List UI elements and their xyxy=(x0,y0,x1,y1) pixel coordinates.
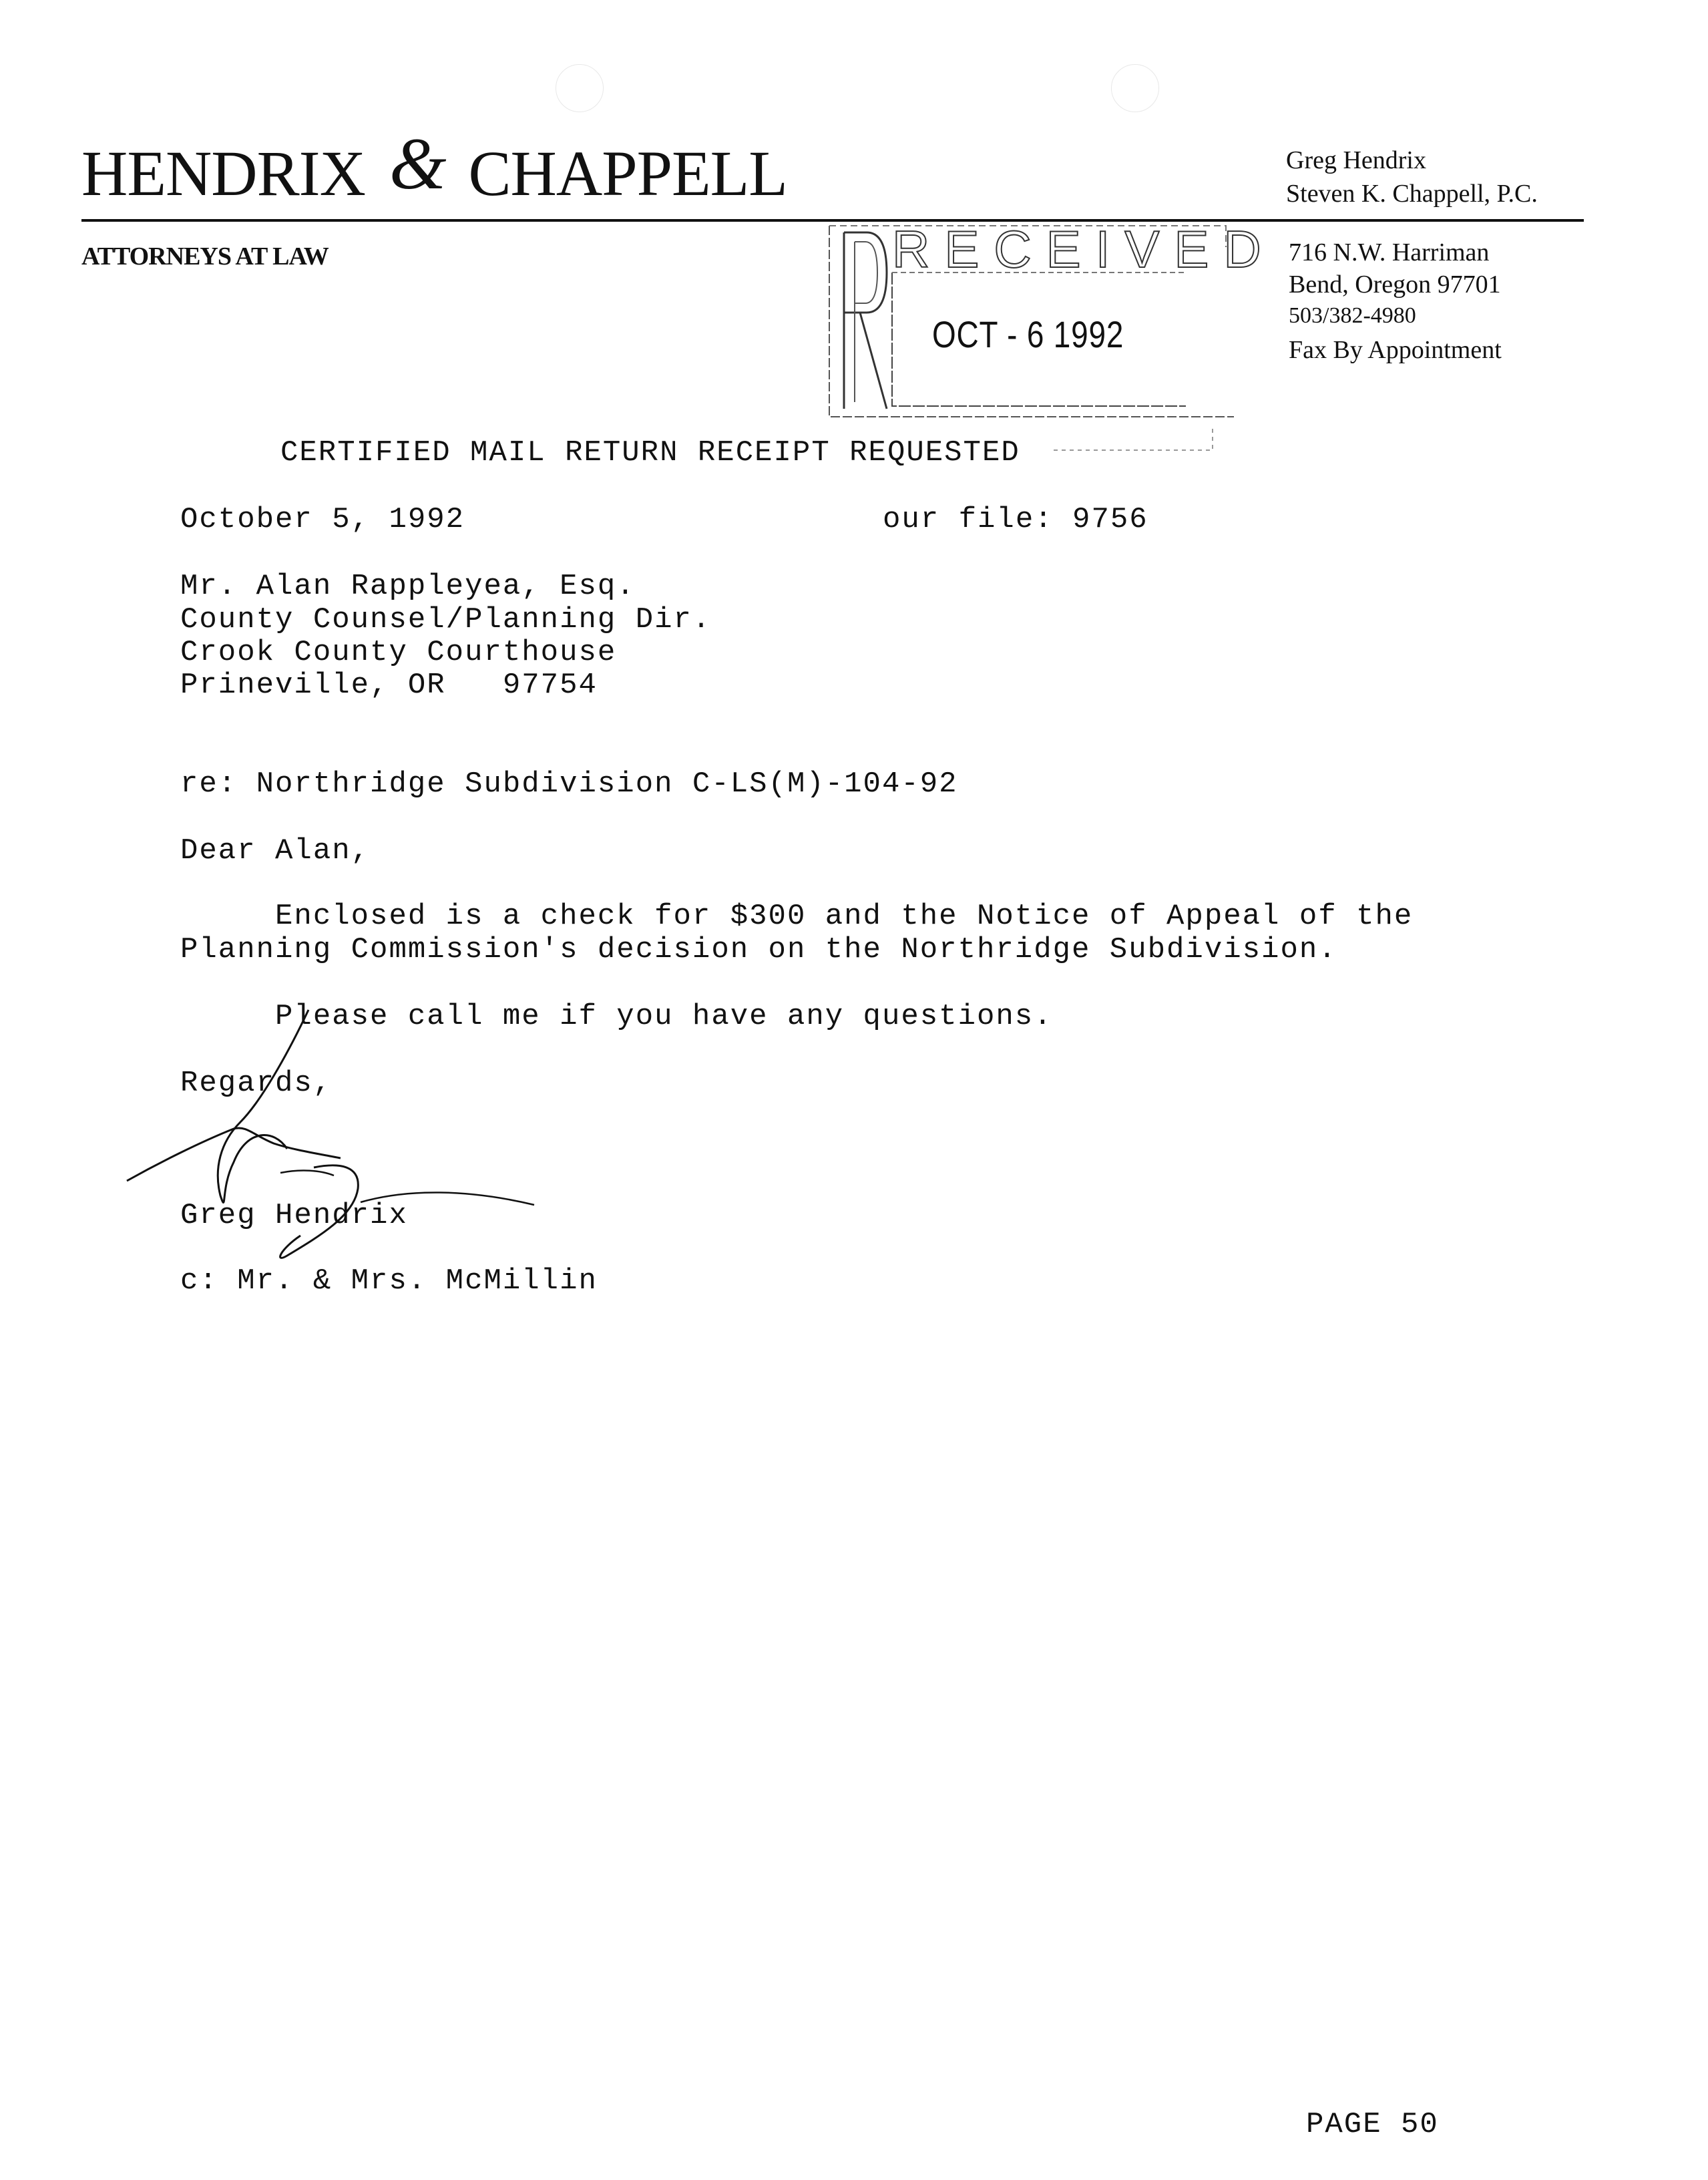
recipient-line: Prineville, OR 97754 xyxy=(180,669,598,702)
file-reference: our file: 9756 xyxy=(883,503,1148,536)
firm-tagline: ATTORNEYS AT LAW xyxy=(81,242,329,270)
firm-name-left: HENDRIX xyxy=(81,138,365,209)
subject-line: re: Northridge Subdivision C-LS(M)-104-92 xyxy=(180,767,958,801)
phone-line: 503/382-4980 xyxy=(1289,303,1416,328)
letter-date: October 5, 1992 xyxy=(180,503,465,536)
address-line: 716 N.W. Harriman xyxy=(1289,238,1490,266)
page-number: PAGE 50 xyxy=(1306,2108,1439,2141)
received-stamp xyxy=(825,215,1276,456)
stamp-word: RECEIVED xyxy=(892,220,1276,279)
address-line: Bend, Oregon 97701 xyxy=(1289,270,1501,299)
delivery-method: CERTIFIED MAIL RETURN RECEIPT REQUESTED xyxy=(280,436,1020,470)
punch-hole-right xyxy=(1111,64,1159,112)
recipient-line: Crook County Courthouse xyxy=(180,636,617,669)
recipient-line: County Counsel/Planning Dir. xyxy=(180,603,712,637)
firm-name xyxy=(81,123,787,209)
carbon-copy: c: Mr. & Mrs. McMillin xyxy=(180,1264,598,1298)
salutation: Dear Alan, xyxy=(180,834,371,868)
firm-name-right: CHAPPELL xyxy=(468,138,787,209)
signer-name: Greg Hendrix xyxy=(180,1199,408,1232)
punch-hole-left xyxy=(556,64,604,112)
body-line: Enclosed is a check for $300 and the Notice of Appeal of the xyxy=(180,900,1414,933)
partner-name: Greg Hendrix xyxy=(1286,146,1426,174)
handwritten-signature xyxy=(120,995,548,1276)
partner-name: Steven K. Chappell, P.C. xyxy=(1286,180,1538,208)
stamp-date: OCT - 6 1992 xyxy=(932,313,1124,355)
recipient-line: Mr. Alan Rappleyea, Esq. xyxy=(180,570,636,603)
body-line: Please call me if you have any questions. xyxy=(180,1000,1053,1033)
closing: Regards, xyxy=(180,1067,333,1100)
fax-line: Fax By Appointment xyxy=(1289,336,1502,364)
body-line: Planning Commission's decision on the Northridge Subdivision. xyxy=(180,933,1337,966)
firm-name-ampersand: & xyxy=(389,123,446,204)
